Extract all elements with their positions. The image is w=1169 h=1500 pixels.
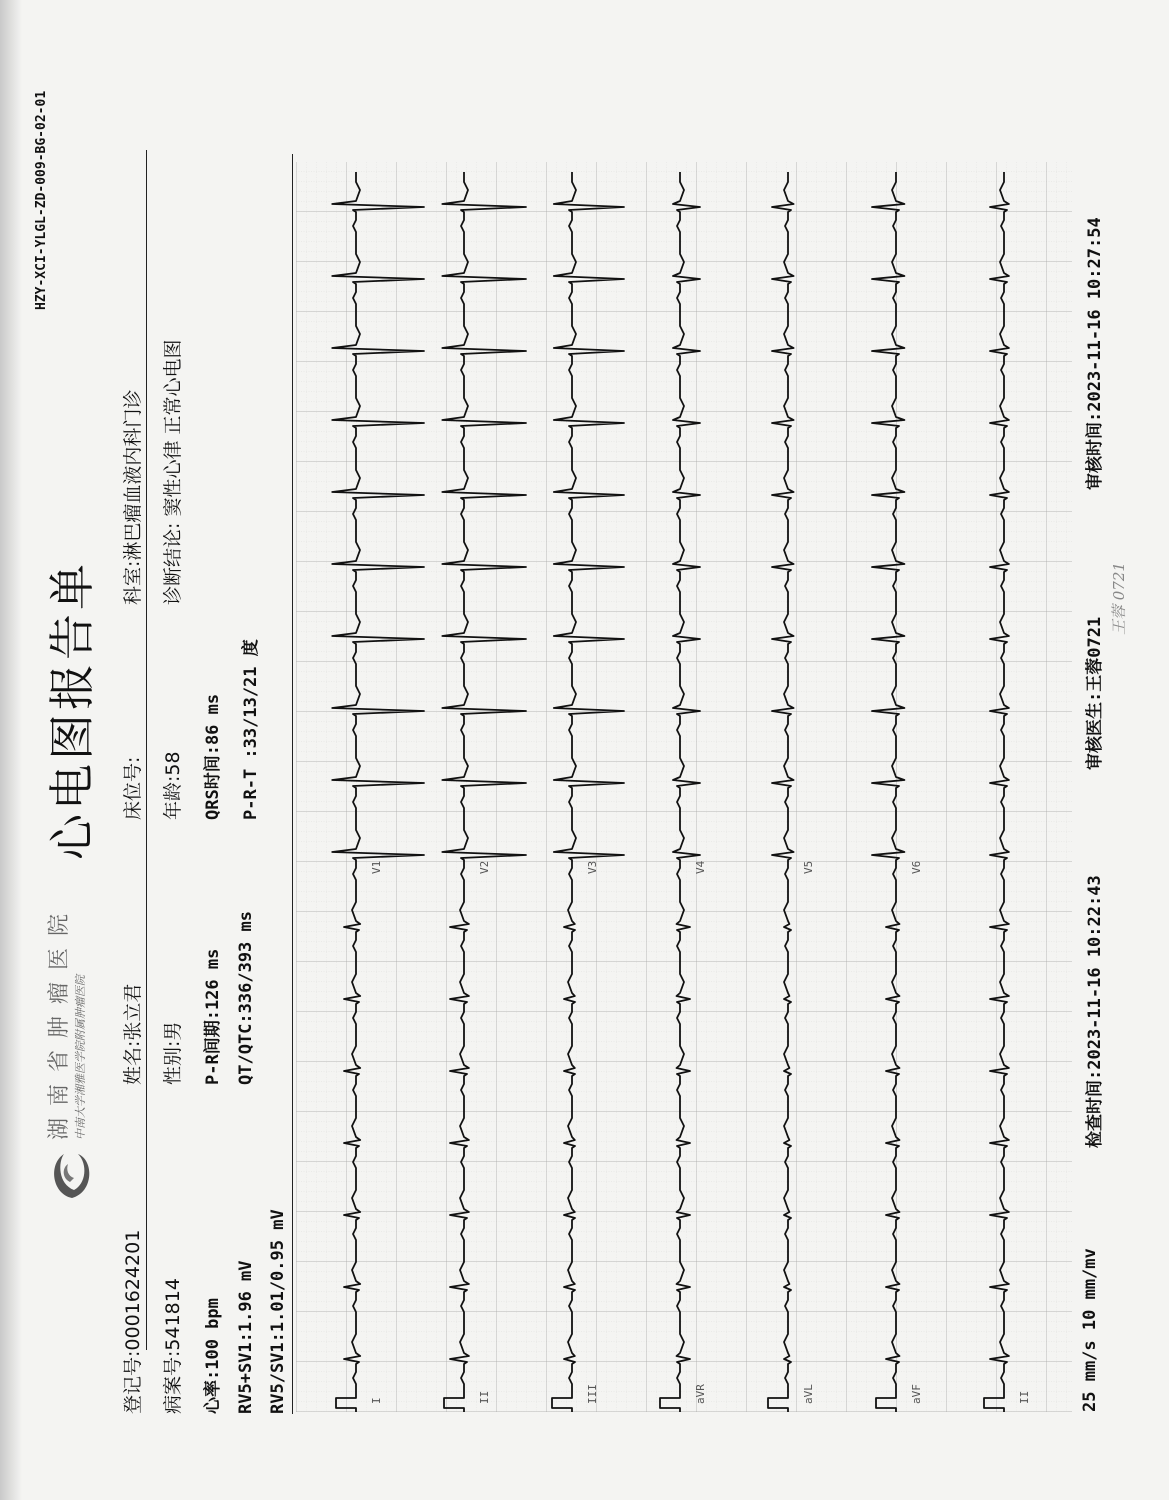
lead-label: V6: [910, 860, 923, 874]
lead-label: I: [370, 1397, 383, 1404]
pr-interval: P-R间期:126 ms: [203, 948, 223, 1085]
lead-label: V2: [478, 860, 491, 874]
exam-time: 检查时间:2023-11-16 10:22:43: [1085, 875, 1105, 1148]
heart-rate: 心率:100 bpm: [203, 1298, 223, 1414]
speed-gain: 25 mm/s 10 mm/mv: [1080, 1248, 1100, 1412]
lead-label: V3: [586, 860, 599, 874]
lead-label: V5: [802, 860, 815, 874]
lead-label: aVL: [802, 1384, 815, 1404]
lead-label: aVR: [694, 1384, 707, 1404]
hospital-subname: 中南大学湘雅医学院附属肿瘤医院: [74, 975, 87, 1140]
case-number: 病案号:541814: [162, 1278, 184, 1414]
lead-label: V4: [694, 860, 707, 874]
document-code: HZY-XCI-YLGL-ZD-009-BG-02-01: [34, 90, 49, 310]
rv5-sv1-sum: RV5+SV1:1.96 mV: [236, 1260, 256, 1414]
ecg-strip: [296, 162, 1072, 1412]
header-divider: [146, 150, 147, 1350]
lead-label: II: [1018, 1390, 1031, 1404]
report-header: [0, 0, 300, 1500]
lead-label: aVF: [910, 1384, 923, 1404]
qt-qtc: QT/QTC:336/393 ms: [236, 911, 256, 1085]
bed-number: 床位号:: [122, 756, 144, 820]
reviewing-doctor: 审核医生:王蓉0721: [1085, 616, 1105, 770]
department: 科室:淋巴瘤血液内科门诊: [122, 389, 144, 605]
hospital-name: 湖南省肿瘤医院: [47, 901, 72, 1140]
page-title: 心电图报告单: [45, 560, 99, 860]
doctor-signature: 王蓉 0721: [1110, 562, 1128, 635]
chart-top-line: [292, 154, 293, 1414]
qrs-duration: QRS时间:86 ms: [203, 693, 223, 820]
lead-label: V1: [370, 860, 383, 874]
review-time: 审核时间:2023-11-16 10:27:54: [1085, 217, 1105, 490]
patient-age: 年龄:58: [162, 751, 184, 820]
patient-name: 姓名:张立君: [122, 983, 144, 1085]
rv5-sv1-values: RV5/SV1:1.01/0.95 mV: [268, 1209, 288, 1414]
hospital-logo-icon: [40, 1148, 96, 1204]
p-r-t-axis: P-R-T :33/13/21 度: [241, 639, 261, 820]
lead-label: III: [586, 1384, 599, 1404]
lead-label: II: [478, 1390, 491, 1404]
patient-sex: 性别:男: [162, 1021, 184, 1085]
diagnosis: 诊断结论: 窦性心律 正常心电图: [162, 339, 184, 605]
registration-number: 登记号:0001624201: [122, 1229, 144, 1414]
